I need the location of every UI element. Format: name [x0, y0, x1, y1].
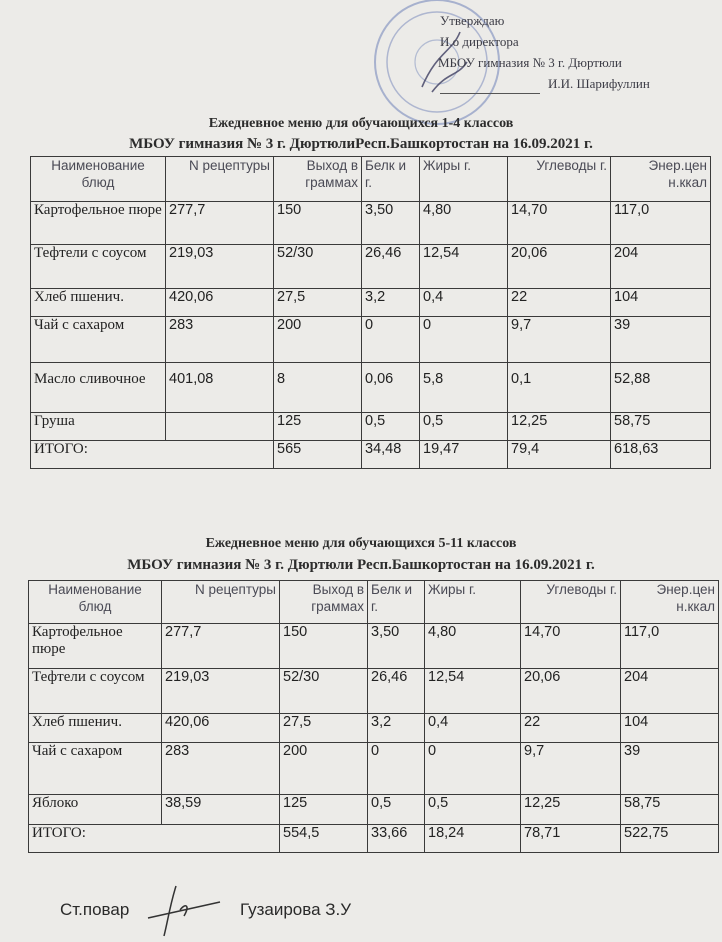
energy-value: 58,75: [621, 795, 719, 825]
total-fat: 18,24: [425, 825, 521, 853]
menu2-total-row: [29, 825, 719, 853]
col-header-energy: Энер.цен н.ккал: [611, 157, 711, 202]
menu1-total-row: [31, 441, 711, 469]
col-header-energy: Энер.цен н.ккал: [621, 581, 719, 624]
weight-value: 27,5: [280, 714, 368, 743]
table-row: [31, 289, 711, 317]
table-row: [31, 363, 711, 413]
col-header-carbs: Углеводы г.: [521, 581, 621, 624]
col-header-weight: Выход в граммах: [274, 157, 362, 202]
fat-value: 0,4: [425, 714, 521, 743]
total-energy: 522,75: [621, 825, 719, 853]
menu1-table: [30, 156, 711, 469]
recipe-number: 219,03: [166, 245, 274, 289]
col-header-protein: Белк и г.: [368, 581, 425, 624]
energy-value: 39: [611, 317, 711, 363]
table-row: [31, 317, 711, 363]
total-protein: 34,48: [362, 441, 420, 469]
recipe-number: [166, 413, 274, 441]
dish-name: Тефтели с соусом: [31, 245, 166, 289]
fat-value: 0,4: [420, 289, 508, 317]
dish-name: Чай с сахаром: [29, 743, 162, 795]
table-row: [29, 714, 719, 743]
approval-block: [420, 10, 710, 94]
energy-value: 104: [621, 714, 719, 743]
table-row: [29, 624, 719, 669]
fat-value: 0,5: [425, 795, 521, 825]
protein-value: 0,5: [362, 413, 420, 441]
total-weight: 554,5: [280, 825, 368, 853]
weight-value: 27,5: [274, 289, 362, 317]
protein-value: 0,06: [362, 363, 420, 413]
carbs-value: 0,1: [508, 363, 611, 413]
signature-role: Ст.повар: [60, 900, 130, 919]
protein-value: 3,2: [362, 289, 420, 317]
table-row: [29, 669, 719, 714]
protein-value: 26,46: [362, 245, 420, 289]
recipe-number: 420,06: [162, 714, 280, 743]
table-row: [31, 245, 711, 289]
fat-value: 12,54: [425, 669, 521, 714]
col-header-protein: Белк и г.: [362, 157, 420, 202]
total-label: ИТОГО:: [29, 825, 280, 853]
total-protein: 33,66: [368, 825, 425, 853]
col-header-carbs: Углеводы г.: [508, 157, 611, 202]
fat-value: 4,80: [425, 624, 521, 669]
fat-value: 0,5: [420, 413, 508, 441]
protein-value: 0: [362, 317, 420, 363]
fat-value: 4,80: [420, 202, 508, 245]
dish-name: Чай с сахаром: [31, 317, 166, 363]
fat-value: 0: [425, 743, 521, 795]
protein-value: 3,2: [368, 714, 425, 743]
energy-value: 117,0: [621, 624, 719, 669]
recipe-number: 277,7: [162, 624, 280, 669]
carbs-value: 20,06: [508, 245, 611, 289]
weight-value: 125: [274, 413, 362, 441]
fat-value: 0: [420, 317, 508, 363]
menu1-subtitle: МБОУ гимназия № 3 г. ДюртюлиРесп.Башкортостан на 16.09.2021 г.: [129, 136, 593, 152]
dish-name: Масло сливочное: [31, 363, 166, 413]
approval-line-approve: Утверждаю: [440, 13, 505, 28]
col-header-recipe: N рецептуры: [162, 581, 280, 624]
energy-value: 204: [621, 669, 719, 714]
protein-value: 3,50: [368, 624, 425, 669]
fat-value: 5,8: [420, 363, 508, 413]
approval-line-director: [420, 73, 710, 94]
total-weight: 565: [274, 441, 362, 469]
total-label: ИТОГО:: [31, 441, 274, 469]
menu2-header-row: [29, 581, 719, 624]
table-row: [31, 413, 711, 441]
col-header-fat: Жиры г.: [425, 581, 521, 624]
carbs-value: 22: [521, 714, 621, 743]
carbs-value: 14,70: [508, 202, 611, 245]
weight-value: 200: [280, 743, 368, 795]
energy-value: 104: [611, 289, 711, 317]
col-header-fat: Жиры г.: [420, 157, 508, 202]
weight-value: 150: [274, 202, 362, 245]
recipe-number: 420,06: [166, 289, 274, 317]
handwritten-signature-icon: [140, 880, 230, 940]
menu2-table: [28, 580, 719, 853]
menu1-title: Ежедневное меню для обучающихся 1-4 классов: [208, 116, 514, 131]
dish-name: Яблоко: [29, 795, 162, 825]
carbs-value: 20,06: [521, 669, 621, 714]
carbs-value: 9,7: [521, 743, 621, 795]
total-carbs: 78,71: [521, 825, 621, 853]
total-energy: 618,63: [611, 441, 711, 469]
dish-name: Хлеб пшенич.: [31, 289, 166, 317]
menu2-subtitle: МБОУ гимназия № 3 г. Дюртюли Респ.Башкортостан на 16.09.2021 г.: [127, 557, 595, 573]
recipe-number: 283: [166, 317, 274, 363]
recipe-number: 401,08: [166, 363, 274, 413]
dish-name: Тефтели с соусом: [29, 669, 162, 714]
weight-value: 150: [280, 624, 368, 669]
protein-value: 0,5: [368, 795, 425, 825]
recipe-number: 277,7: [166, 202, 274, 245]
recipe-number: 283: [162, 743, 280, 795]
total-carbs: 79,4: [508, 441, 611, 469]
weight-value: 8: [274, 363, 362, 413]
table-row: [31, 202, 711, 245]
weight-value: 125: [280, 795, 368, 825]
protein-value: 26,46: [368, 669, 425, 714]
dish-name: Груша: [31, 413, 166, 441]
carbs-value: 14,70: [521, 624, 621, 669]
table-row: [29, 795, 719, 825]
dish-name: Хлеб пшенич.: [29, 714, 162, 743]
dish-name: Картофельное пюре: [29, 624, 162, 669]
carbs-value: 12,25: [521, 795, 621, 825]
approval-line-school: МБОУ гимназия № 3 г. Дюртюли: [438, 55, 622, 70]
dish-name: Картофельное пюре: [31, 202, 166, 245]
energy-value: 39: [621, 743, 719, 795]
protein-value: 3,50: [362, 202, 420, 245]
total-fat: 19,47: [420, 441, 508, 469]
weight-value: 200: [274, 317, 362, 363]
energy-value: 117,0: [611, 202, 711, 245]
menu2-title: Ежедневное меню для обучающихся 5-11 классов: [205, 536, 517, 551]
carbs-value: 9,7: [508, 317, 611, 363]
carbs-value: 22: [508, 289, 611, 317]
recipe-number: 219,03: [162, 669, 280, 714]
approval-line-position: И.о директора: [440, 34, 519, 49]
weight-value: 52/30: [280, 669, 368, 714]
weight-value: 52/30: [274, 245, 362, 289]
col-header-weight: Выход в граммах: [280, 581, 368, 624]
energy-value: 52,88: [611, 363, 711, 413]
director-name: И.И. Шарифуллин: [548, 76, 650, 91]
col-header-recipe: N рецептуры: [166, 157, 274, 202]
signature-name: Гузаирова З.У: [240, 900, 352, 919]
energy-value: 204: [611, 245, 711, 289]
protein-value: 0: [368, 743, 425, 795]
fat-value: 12,54: [420, 245, 508, 289]
energy-value: 58,75: [611, 413, 711, 441]
col-header-name: Наименование блюд: [29, 581, 162, 624]
carbs-value: 12,25: [508, 413, 611, 441]
col-header-name: Наименование блюд: [31, 157, 166, 202]
menu1-header-row: [31, 157, 711, 202]
recipe-number: 38,59: [162, 795, 280, 825]
table-row: [29, 743, 719, 795]
